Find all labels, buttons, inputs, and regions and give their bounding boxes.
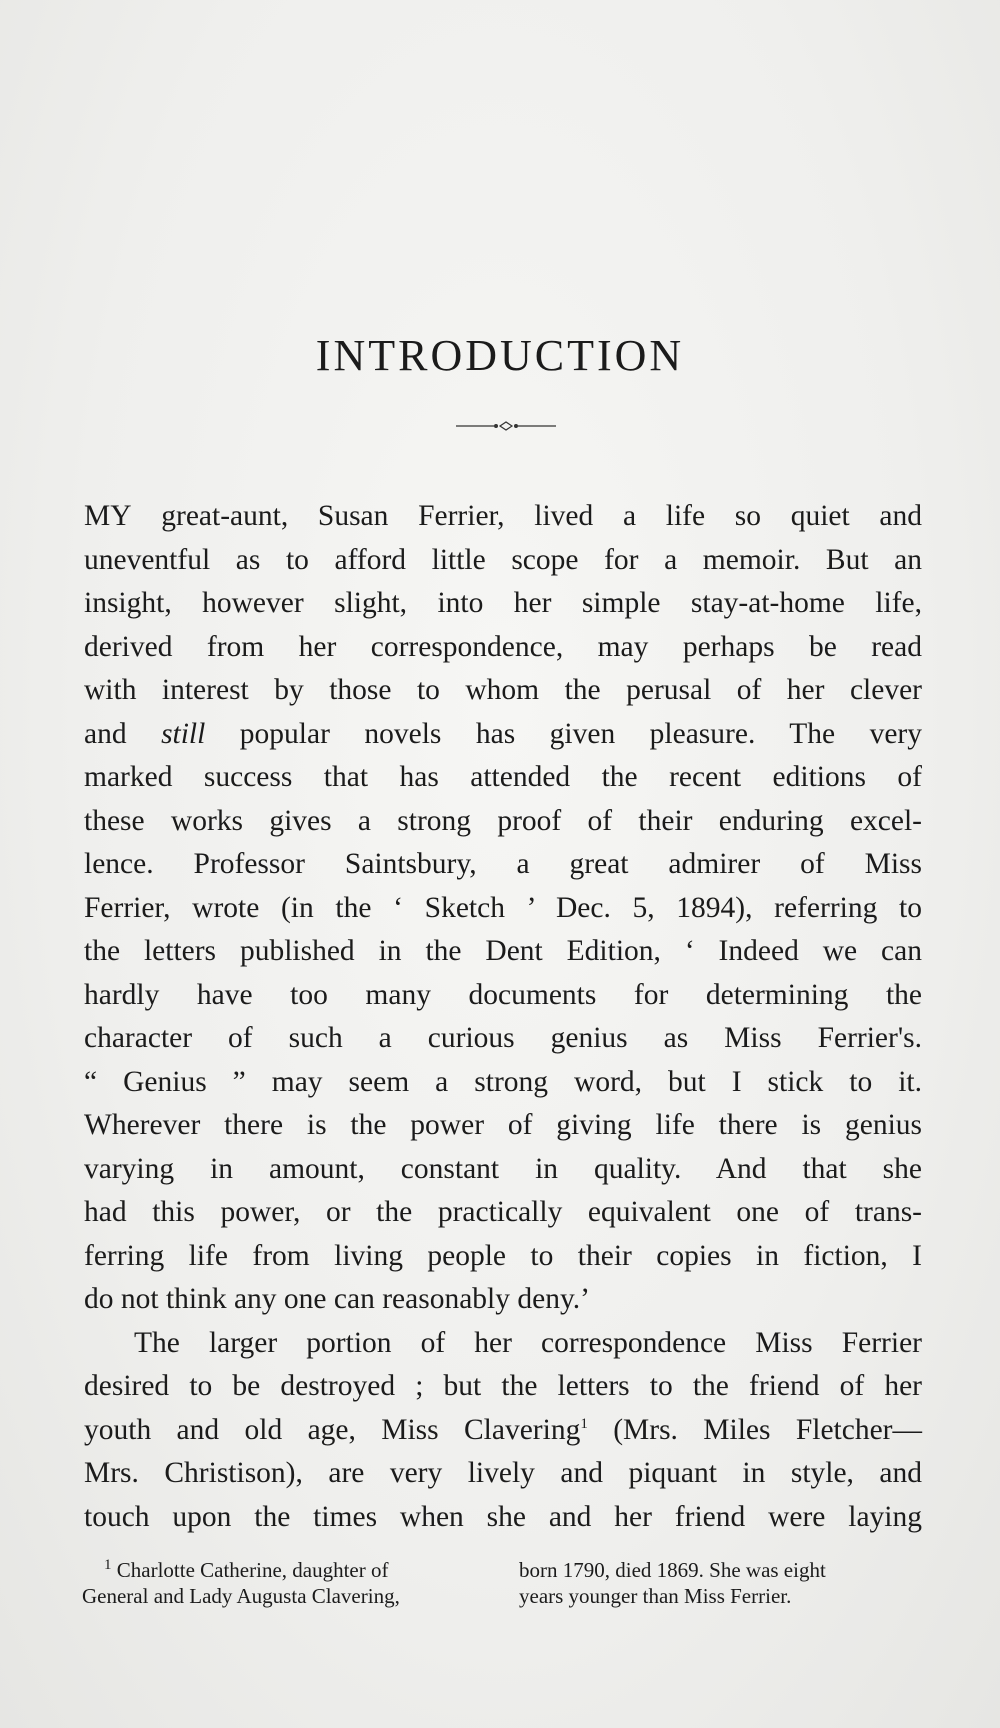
footnote-marker: 1 [104, 1557, 112, 1573]
footnote-left-column [82, 1557, 497, 1609]
text-line: do not think any one can reasonably deny.’ [84, 1283, 590, 1315]
ornament-divider [456, 418, 556, 434]
italic-word: still [161, 717, 206, 750]
text-line: hardly have too many documents for determining the [84, 978, 922, 1011]
dropcap-first-letter: M [84, 500, 111, 532]
smallcaps-letter: Y [110, 500, 132, 532]
text-line: lence. Professor Saintsbury, a great admirer of Miss [84, 848, 922, 880]
text-line: Ferrier, wrote (in the ‘ Sketch ’ Dec. 5, 1894), referring to [84, 891, 922, 924]
footnote-line [82, 1557, 497, 1583]
chapter-heading: INTRODUCTION [315, 331, 685, 380]
line-text: and [84, 717, 162, 750]
footnote-right-column [519, 1557, 924, 1609]
footnote-line: born 1790, died 1869. She was eight [519, 1558, 826, 1582]
line-text: popular novels has given pleasure. The very [205, 717, 922, 750]
footnote-reference[interactable]: 1 [580, 1415, 588, 1432]
line-text: great-aunt, Susan Ferrier, lived a life so quiet and [131, 500, 922, 532]
footnote-line: years younger than Miss Ferrier. [519, 1584, 792, 1608]
text-line [84, 495, 922, 539]
body-text [84, 495, 922, 1539]
text-line: varying in amount, constant in quality. And that she [84, 1152, 922, 1185]
text-line: Mrs. Christison), are very lively and piquant in style, and [84, 1457, 922, 1489]
text-line: derived from her correspondence, may perhaps be read [84, 630, 922, 663]
line-text: (Mrs. Miles Fletcher— [587, 1413, 922, 1446]
footnote-text: Charlotte Catherine, daughter of [116, 1558, 389, 1582]
text-line: ferring life from living people to their copies in fiction, I [84, 1239, 922, 1272]
text-line: character of such a curious genius as Miss Ferrier's. [84, 1022, 922, 1054]
text-line: marked success that has attended the recent editions of [84, 761, 922, 793]
text-line: with interest by those to whom the perusal of her clever [84, 674, 922, 706]
text-line: Wherever there is the power of giving life there is genius [84, 1109, 922, 1141]
text-line: desired to be destroyed ; but the letters to the friend of her [84, 1370, 922, 1402]
text-line: insight, however slight, into her simple stay-at-home life, [84, 587, 922, 619]
footnote [82, 1557, 924, 1609]
text-line: the letters published in the Dent Edition, ‘ Indeed we can [84, 935, 922, 967]
line-text: youth and old age, Miss Clavering [84, 1413, 581, 1446]
text-line [84, 713, 922, 757]
text-line [84, 1409, 922, 1453]
text-line: The larger portion of her correspondence Miss Ferrier [134, 1326, 922, 1359]
text-line: had this power, or the practically equivalent one of trans- [84, 1196, 922, 1228]
footnote-line: General and Lady Augusta Clavering, [82, 1584, 400, 1608]
text-line: these works gives a strong proof of their enduring excel- [84, 804, 922, 837]
text-line: “ Genius ” may seem a strong word, but I stick to it. [84, 1065, 922, 1098]
text-line: touch upon the times when she and her friend were laying [84, 1500, 922, 1533]
text-line: uneventful as to afford little scope for a memoir. But an [84, 543, 922, 576]
